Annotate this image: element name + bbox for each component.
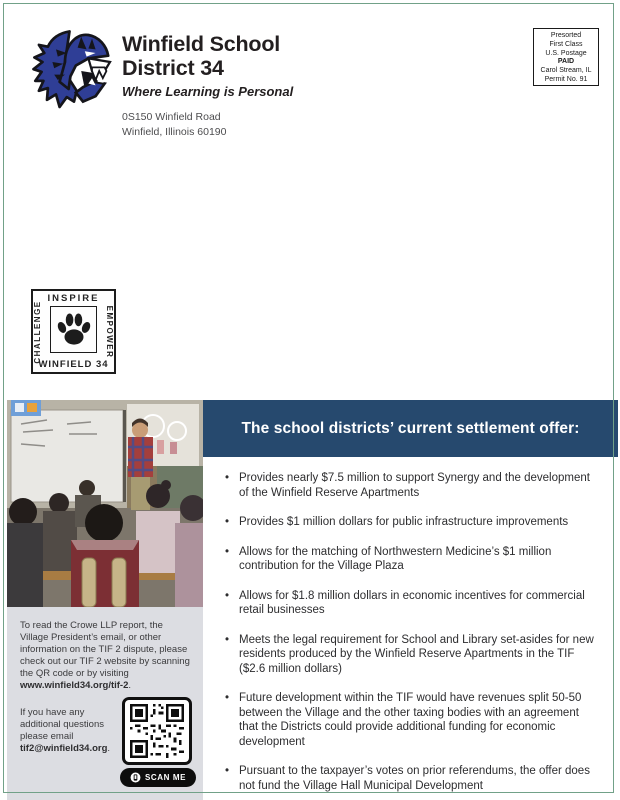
stamp-inner-box [50,306,97,353]
district-title-block [122,32,293,99]
postage-line: First Class [549,40,583,48]
offer-bullet: • Future development within the TIF would have revenues split 50-50 between the Village and the other taxing bodies with an agreement that the Districts could provide additional funding for economic development [225,691,598,749]
tif-info-before: To read the Crowe LLP report, the Village President’s email, or other information on the TIF 2 dispute, please check out our TIF 2 website by scanning the QR code or by visiting [20,620,190,679]
tif-website-link[interactable]: www.winfield34.org/tif-2 [20,680,129,691]
postage-line: Permit No. 91 [544,75,588,83]
info-sidebar [7,607,203,800]
questions-end: . [107,743,111,754]
offer-heading-bar [203,400,618,457]
district-name-line2: District 34 [122,56,224,80]
offer-bullet: • Provides $1 million dollars for public infrastructure improvements [225,515,598,530]
postage-paid-line: PAID [557,58,575,66]
offer-bullet: • Allows for $1.8 million dollars in economic incentives for commercial retail businesses [225,589,598,618]
postage-indicia [533,28,599,86]
postage-line: Presorted [550,32,582,39]
phone-icon [130,772,141,783]
district-name-line1: Winfield School [122,32,281,56]
postage-line: U.S. Postage [545,49,587,57]
stamp-word-winfield34: WINFIELD 34 [38,359,109,370]
stamp-word-empower: EMPOWER [105,305,114,358]
postage-line: Carol Stream, IL [540,67,592,75]
offer-heading: The school districts’ current settlement offer: [241,419,580,437]
questions-text [20,707,116,755]
offer-bullet: • Allows for the matching of Northwestern Medicine’s $1 million contribution for the Village Plaza [225,545,598,574]
classroom-photo [7,400,203,607]
paw-icon [55,311,93,349]
address-line1: 0S150 Winfield Road [122,111,221,123]
offer-bullet-list [203,471,612,793]
tiger-mascot-logo [29,26,119,116]
stamp-word-inspire: INSPIRE [47,293,100,304]
scan-me-badge [120,768,196,787]
offer-bullet: • Meets the legal requirement for School and Library set-asides for new residents produced by the Winfield Reserve Apartments in the TIF ($2.6 million dollars) [225,633,598,677]
contact-email-link[interactable]: tif2@winfield34.org [20,743,108,754]
district-tagline: Where Learning is Personal [122,84,294,99]
return-address [122,110,226,140]
address-line2: Winfield, Illinois 60190 [122,126,227,138]
offer-bullet: • Pursuant to the taxpayer’s votes on prior referendums, the offer does not fund the Village Hall Municipal Development [225,764,598,793]
tif-info-text [20,620,191,692]
scan-me-label: SCAN ME [144,773,187,782]
questions-before: If you have any additional questions please email [20,707,104,742]
tif-info-end: . [128,680,132,691]
offer-body [203,457,612,792]
offer-bullet: • Provides nearly $7.5 million to support Synergy and the development of the Winfield Reserve Apartments [225,471,598,500]
qr-code [122,697,192,765]
qr-pattern-icon [130,704,184,758]
values-stamp [31,289,116,374]
stamp-word-challenge: CHALLENGE [33,299,42,364]
